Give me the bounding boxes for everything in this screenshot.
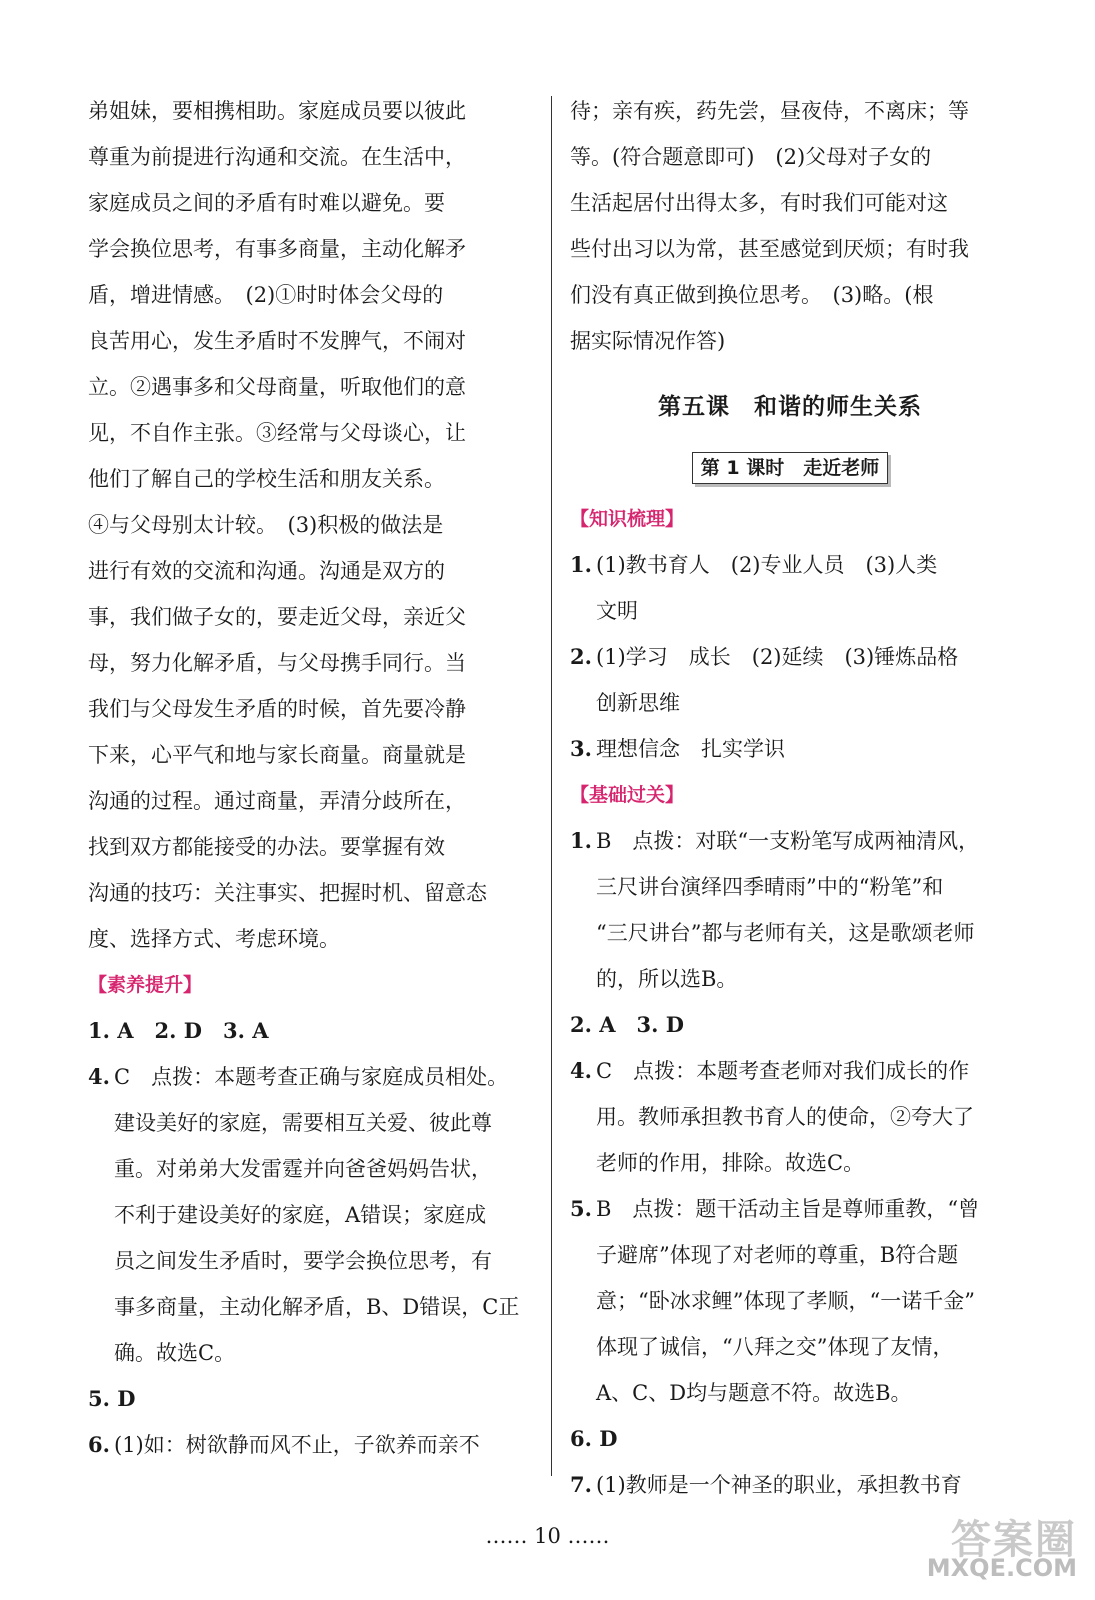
item-number: 4. [570, 1058, 592, 1083]
question-6 [88, 1422, 538, 1468]
question-6-line: (1)如：树欲静而风不止，子欲养而亲不 [114, 1433, 480, 1457]
right-paragraph [570, 88, 1010, 364]
basic-5 [570, 1186, 1010, 1416]
text-line: 盾，增进情感。 (2)①时时体会父母的 [88, 283, 444, 307]
text-line: 意；“卧冰求鲤”体现了孝顺，“一诺千金” [596, 1289, 975, 1313]
knowledge-2 [570, 634, 1010, 726]
basic-7 [570, 1462, 1010, 1508]
text-line: B 点拨：题干活动主旨是尊师重教，“曾 [596, 1197, 980, 1221]
question-4-body [114, 1054, 538, 1376]
text-line: 据实际情况作答) [570, 329, 726, 353]
section-tag-basic: 【基础过关】 [570, 784, 685, 806]
subtitle-wrap [570, 444, 1010, 490]
text-line: C 点拨：本题考查正确与家庭成员相处。 [114, 1065, 509, 1089]
question-number: 4. [88, 1064, 110, 1089]
text-line: 度、选择方式、考虑环境。 [88, 927, 340, 951]
text-line: B 点拨：对联“一支粉笔写成两袖清风， [596, 829, 980, 853]
text-line: 老师的作用，排除。故选C。 [596, 1151, 865, 1175]
text-line: 他们了解自己的学校生活和朋友关系。 [88, 467, 445, 491]
text-line: 理想信念 扎实学识 [596, 737, 785, 761]
text-line: 良苦用心，发生矛盾时不发脾气，不闹对 [88, 329, 466, 353]
knowledge-3 [570, 726, 1010, 772]
text-line: 文明 [596, 599, 638, 623]
basic-7-line: (1)教师是一个神圣的职业，承担教书育 [596, 1473, 962, 1497]
text-line: 三尺讲台演绎四季晴雨”中的“粉笔”和 [596, 875, 944, 899]
text-line: ④与父母别太计较。 (3)积极的做法是 [88, 513, 444, 537]
basic-2-3: 2. A 3. D [570, 1012, 684, 1037]
text-line: 员之间发生矛盾时，要学会换位思考，有 [114, 1249, 492, 1273]
text-line: 家庭成员之间的矛盾有时难以避免。要 [88, 191, 445, 215]
left-paragraph [88, 88, 538, 962]
basic-5-body [596, 1186, 1010, 1416]
text-line: 不利于建设美好的家庭，A错误；家庭成 [114, 1203, 487, 1227]
lesson-subtitle: 第 1 课时 走近老师 [692, 452, 888, 484]
watermark-logo: 答案圈 [951, 1517, 1077, 1563]
text-line: 学会换位思考，有事多商量，主动化解矛 [88, 237, 466, 261]
text-line: 建设美好的家庭，需要相互关爱、彼此尊 [114, 1111, 492, 1135]
text-line: 尊重为前提进行沟通和交流。在生活中， [88, 145, 466, 169]
column-divider [551, 96, 552, 1476]
knowledge-3-body [596, 726, 1010, 772]
question-6-body [114, 1422, 538, 1468]
text-line: 等。(符合题意即可) (2)父母对子女的 [570, 145, 932, 169]
knowledge-1 [570, 542, 1010, 634]
text-line: (1)教书育人 (2)专业人员 (3)人类 [596, 553, 938, 577]
basic-4 [570, 1048, 1010, 1186]
item-number: 7. [570, 1472, 592, 1497]
text-line: 体现了诚信，“八拜之交”体现了友情， [596, 1335, 954, 1359]
text-line: 下来，心平气和地与家长商量。商量就是 [88, 743, 466, 767]
question-4 [88, 1054, 538, 1376]
text-line: 找到双方都能接受的办法。要掌握有效 [88, 835, 445, 859]
text-line: 些付出习以为常，甚至感觉到厌烦；有时我 [570, 237, 969, 261]
item-number: 2. [570, 644, 592, 669]
right-column [570, 88, 1010, 1508]
basic-1-body [596, 818, 1010, 1002]
text-line: 事，我们做子女的，要走近父母，亲近父 [88, 605, 466, 629]
text-line: 重。对弟弟大发雷霆并向爸爸妈妈告状， [114, 1157, 492, 1181]
left-column [88, 88, 538, 1468]
text-line: 立。②遇事多和父母商量，听取他们的意 [88, 375, 466, 399]
text-line: 进行有效的交流和沟通。沟通是双方的 [88, 559, 445, 583]
text-line: C 点拨：本题考查老师对我们成长的作 [596, 1059, 970, 1083]
text-line: 生活起居付出得太多，有时我们可能对这 [570, 191, 948, 215]
answers-1-3: 1. A 2. D 3. A [88, 1018, 269, 1043]
item-number: 1. [570, 828, 592, 853]
basic-7-body [596, 1462, 1010, 1508]
text-line: 我们与父母发生矛盾的时候，首先要冷静 [88, 697, 466, 721]
knowledge-1-body [596, 542, 1010, 634]
item-number: 5. [570, 1196, 592, 1221]
text-line: 沟通的技巧：关注事实、把握时机、留意态 [88, 881, 487, 905]
text-line: 见，不自作主张。③经常与父母谈心，让 [88, 421, 466, 445]
item-number: 3. [570, 736, 592, 761]
text-line: (1)学习 成长 (2)延续 (3)锤炼品格 [596, 645, 959, 669]
text-line: 确。故选C。 [114, 1341, 236, 1365]
text-line: 用。教师承担教书育人的使命，②夸大了 [596, 1105, 974, 1129]
section-tag-knowledge: 【知识梳理】 [570, 508, 685, 530]
text-line: 待；亲有疾，药先尝，昼夜侍，不离床；等 [570, 99, 969, 123]
basic-4-body [596, 1048, 1010, 1186]
text-line: 们没有真正做到换位思考。 (3)略。(根 [570, 283, 934, 307]
text-line: 弟姐妹，要相携相助。家庭成员要以彼此 [88, 99, 466, 123]
text-line: 母，努力化解矛盾，与父母携手同行。当 [88, 651, 466, 675]
watermark [887, 1508, 1077, 1588]
watermark-url: MXQE.COM [926, 1554, 1077, 1582]
text-line: “三尺讲台”都与老师有关，这是歌颂老师 [596, 921, 975, 945]
lesson-title: 第五课 和谐的师生关系 [658, 393, 922, 420]
page-number: …… 10 …… [485, 1524, 610, 1548]
text-line: 沟通的过程。通过商量，弄清分歧所在， [88, 789, 466, 813]
text-line: 事多商量，主动化解矛盾，B、D错误，C正 [114, 1295, 520, 1319]
knowledge-2-body [596, 634, 1010, 726]
item-number: 1. [570, 552, 592, 577]
text-line: 创新思维 [596, 691, 680, 715]
text-line: A、C、D均与题意不符。故选B。 [596, 1381, 912, 1405]
basic-1 [570, 818, 1010, 1002]
text-line: 的，所以选B。 [596, 967, 738, 991]
question-number: 6. [88, 1432, 110, 1457]
section-tag-suyang: 【素养提升】 [88, 974, 203, 996]
basic-6: 6. D [570, 1426, 618, 1451]
question-5: 5. D [88, 1386, 136, 1411]
text-line: 子避席”体现了对老师的尊重，B符合题 [596, 1243, 959, 1267]
